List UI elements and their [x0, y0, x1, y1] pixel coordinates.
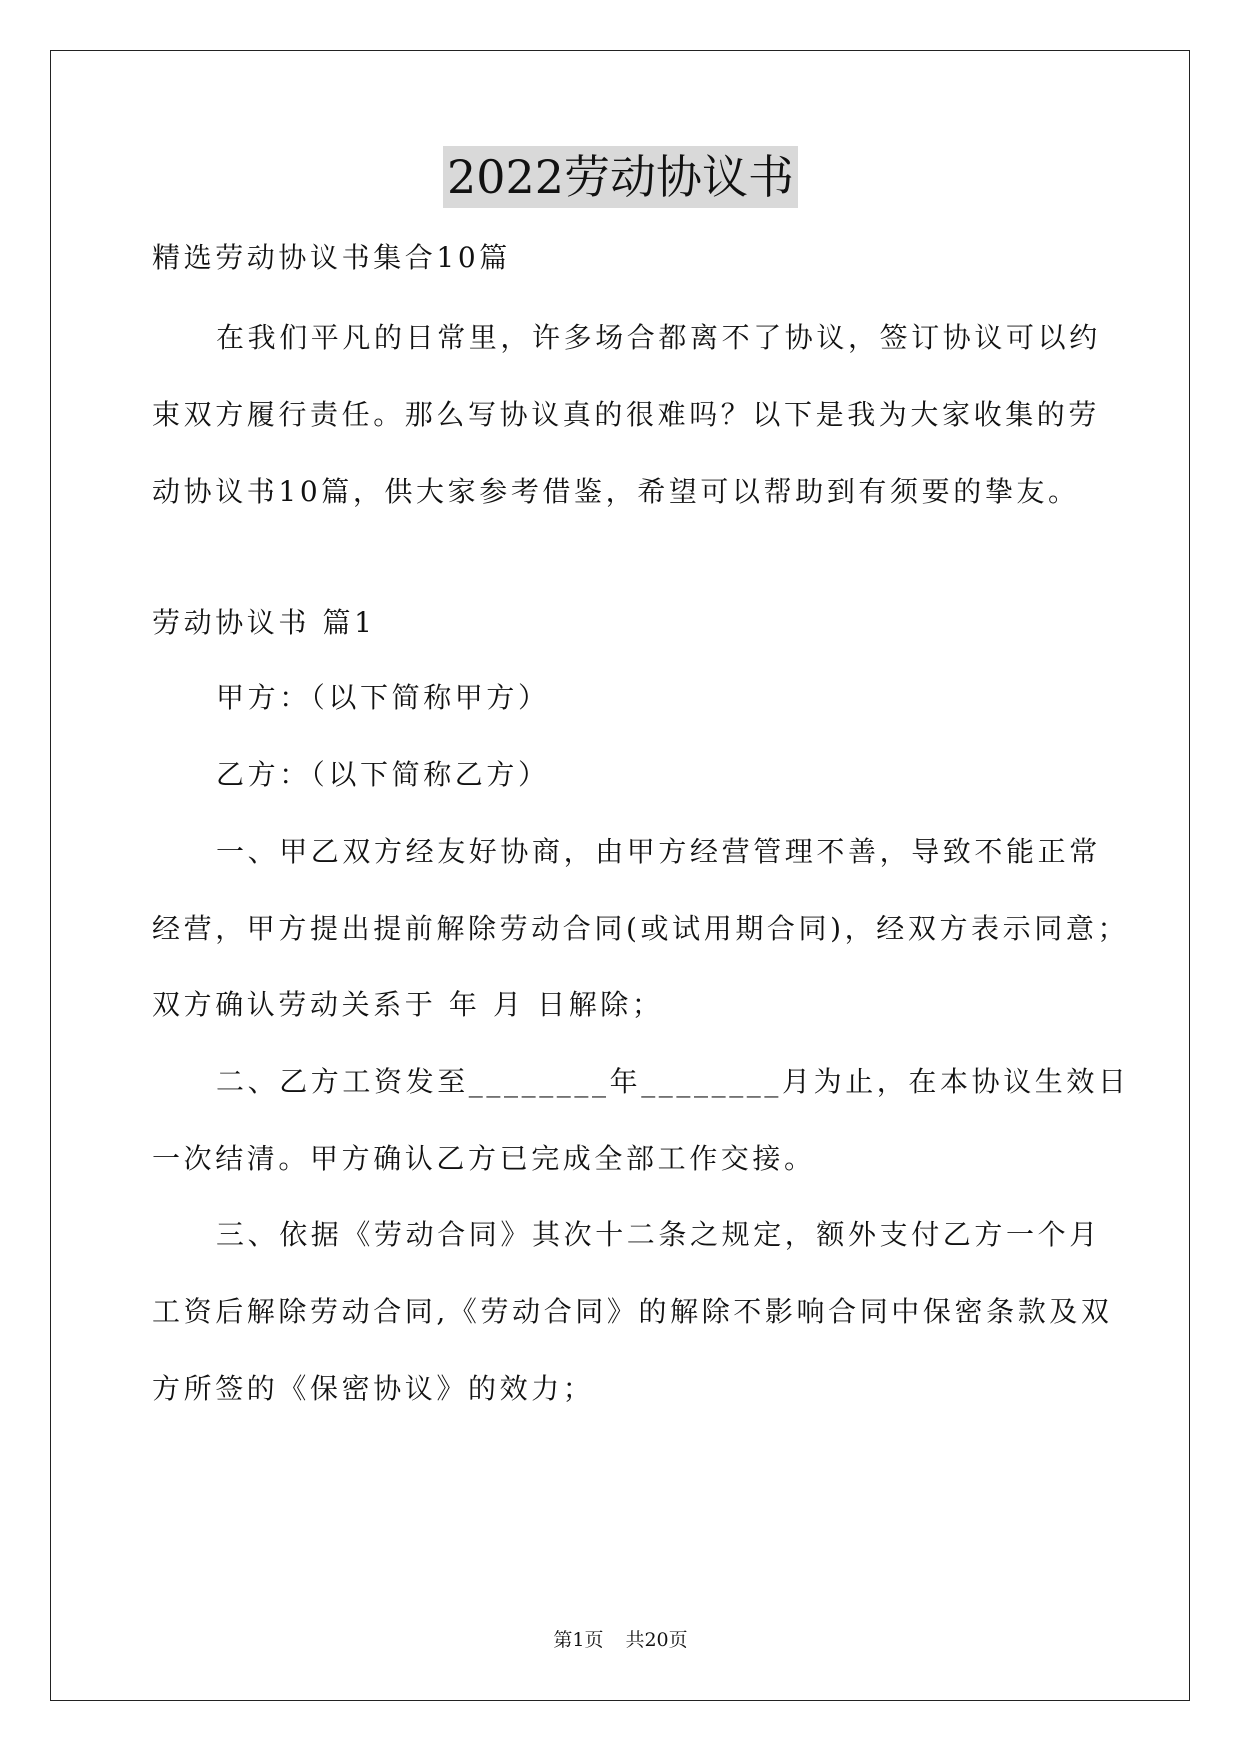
clause3-line-2: 工资后解除劳动合同,《劳动合同》的解除不影响合同中保密条款及双 [152, 1295, 1113, 1328]
clause1-line-3: 双方确认劳动关系于 年 月 日解除； [152, 988, 664, 1021]
page-footer [0, 1627, 1241, 1653]
title-container [0, 146, 1241, 208]
intro-line-2: 束双方履行责任。那么写协议真的很难吗？以下是我为大家收集的劳 [152, 398, 1101, 431]
clause3-line-3: 方所签的《保密协议》的效力； [152, 1372, 595, 1405]
clause3-line-1: 三、依据《劳动合同》其次十二条之规定，额外支付乙方一个月 [216, 1218, 1101, 1251]
subtitle: 精选劳动协议书集合10篇 [152, 241, 511, 274]
party-a-line: 甲方：（以下简称甲方） [216, 681, 550, 714]
page-total: 共20页 [625, 1629, 688, 1651]
section-heading: 劳动协议书 篇1 [152, 606, 376, 639]
clause2-line-1: 二、乙方工资发至________年________月为止，在本协议生效日 [216, 1065, 1130, 1098]
party-b-line: 乙方：（以下简称乙方） [216, 758, 550, 791]
intro-line-1: 在我们平凡的日常里，许多场合都离不了协议，签订协议可以约 [216, 321, 1101, 354]
clause1-line-2: 经营，甲方提出提前解除劳动合同(或试用期合同)，经双方表示同意； [152, 912, 1130, 945]
page-border [50, 50, 1190, 1701]
document-title: 2022劳动协议书 [443, 146, 798, 208]
page-number: 第1页 [553, 1629, 604, 1651]
clause2-line-2: 一次结清。甲方确认乙方已完成全部工作交接。 [152, 1142, 816, 1175]
intro-line-3: 动协议书10篇，供大家参考借鉴，希望可以帮助到有须要的挚友。 [152, 475, 1080, 508]
clause1-line-1: 一、甲乙双方经友好协商，由甲方经营管理不善，导致不能正常 [216, 835, 1101, 868]
